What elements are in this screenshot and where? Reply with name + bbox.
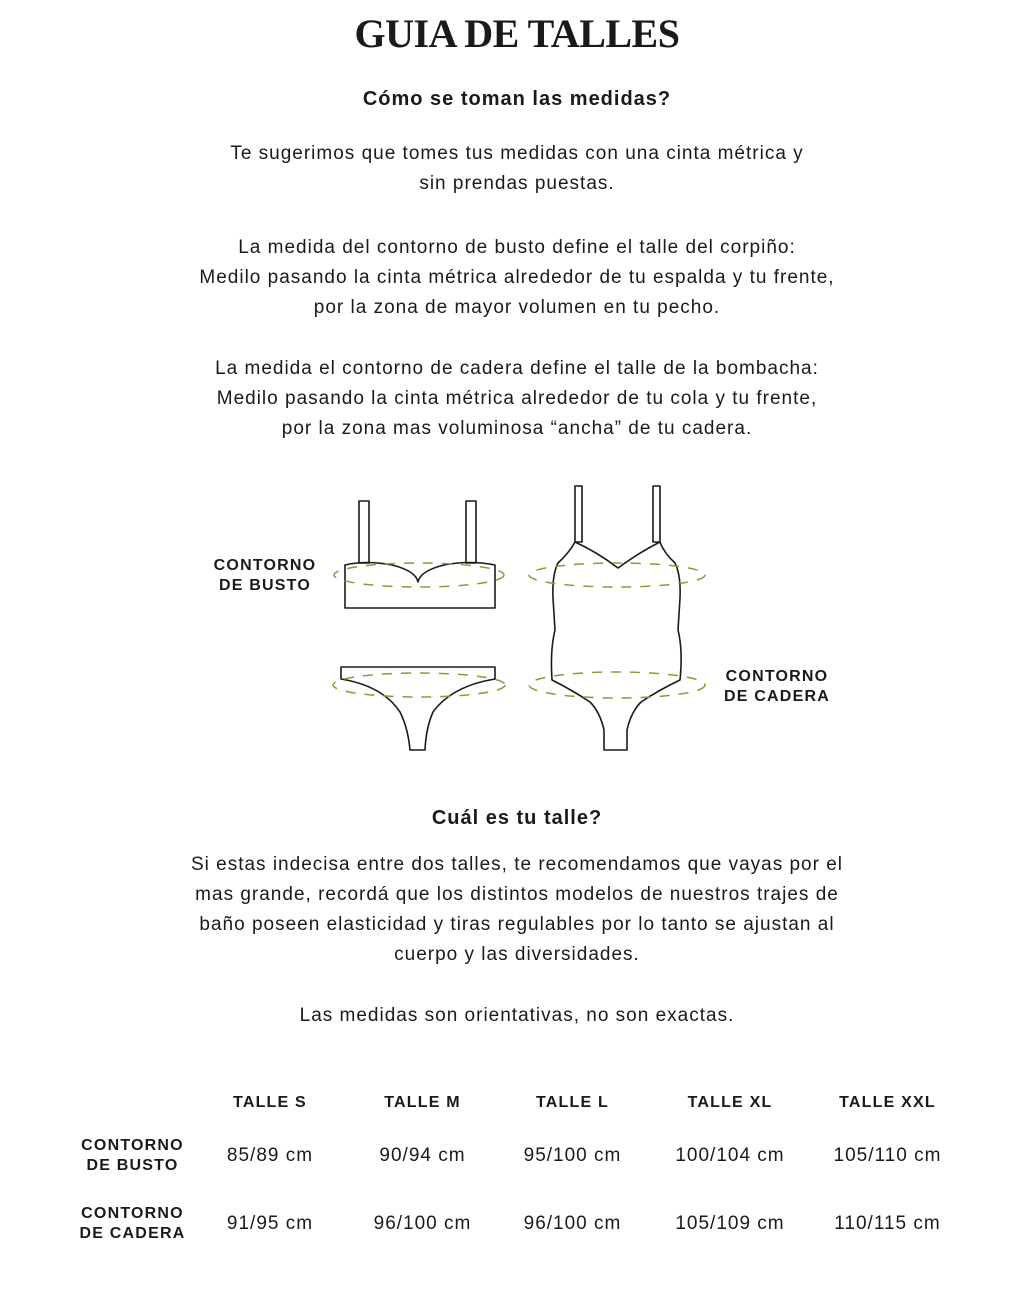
table-row (70, 1121, 960, 1191)
text-line: sin prendas puestas. (419, 173, 615, 194)
column-header: TALLE XXL (839, 1094, 936, 1111)
text-line: por la zona de mayor volumen en tu pecho. (313, 297, 721, 318)
table-cell: 100/104 cm (675, 1145, 785, 1166)
table-cell: 85/89 cm (226, 1145, 314, 1166)
row-header (70, 1191, 195, 1257)
size-advice-paragraph (0, 850, 1024, 970)
table-header-row (70, 1085, 960, 1121)
label-line: DE BUSTO (219, 577, 311, 594)
text-line: La medida el contorno de cadera define el talle de la bombacha: (215, 358, 819, 379)
table-cell: 105/110 cm (833, 1145, 942, 1166)
section-heading-size: Cuál es tu talle? (431, 807, 603, 829)
text-line: Te sugerimos que tomes tus medidas con una cinta métrica y (230, 143, 804, 164)
text-line: mas grande, recordá que los distintos modelos de nuestros trajes de (195, 884, 839, 905)
text-line: baño poseen elasticidad y tiras regulables por lo tanto se ajustan al (199, 914, 835, 935)
text-line: Si estas indecisa entre dos talles, te recomendamos que vayas por el (190, 854, 844, 875)
label-line: CONTORNO (725, 668, 829, 685)
section-heading-measure: Cómo se toman las medidas? (362, 88, 672, 110)
bust-measure-line (334, 563, 504, 587)
column-header: TALLE M (384, 1094, 461, 1111)
row-header-line: DE BUSTO (86, 1157, 179, 1174)
table-corner (70, 1085, 195, 1121)
row-header-line: CONTORNO (81, 1205, 184, 1222)
table-cell: 90/94 cm (379, 1145, 466, 1166)
column-header: TALLE S (233, 1094, 307, 1111)
hip-measure-line (333, 673, 505, 697)
table-cell: 96/100 cm (523, 1213, 622, 1234)
bikini-top-illustration (345, 501, 495, 608)
table-cell: 105/109 cm (675, 1213, 785, 1234)
page-title: GUIA DE TALLES (354, 11, 680, 56)
text-line: Medilo pasando la cinta métrica alrededor de tu espalda y tu frente, (199, 267, 835, 288)
measure-lines (333, 563, 705, 698)
text-line: Medilo pasando la cinta métrica alrededor de tu cola y tu frente, (216, 388, 818, 409)
row-header (70, 1121, 195, 1191)
text-line: Las medidas son orientativas, no son exactas. (299, 1005, 735, 1026)
label-line: DE CADERA (724, 688, 830, 705)
disclaimer-text (0, 1001, 1024, 1031)
hip-measure-line (529, 672, 705, 698)
table-row (70, 1191, 960, 1257)
row-header-line: CONTORNO (81, 1137, 184, 1154)
text-line: cuerpo y las diversidades. (394, 944, 640, 965)
row-header-line: DE CADERA (79, 1225, 186, 1242)
text-line: por la zona mas voluminosa “ancha” de tu cadera. (281, 418, 753, 439)
one-piece-illustration (551, 486, 681, 750)
column-header: TALLE XL (687, 1094, 773, 1111)
column-header: TALLE L (536, 1094, 609, 1111)
bikini-bottom-illustration (341, 667, 495, 750)
size-table (70, 1085, 960, 1257)
label-line: CONTORNO (213, 557, 317, 574)
table-cell: 96/100 cm (373, 1213, 472, 1234)
text-line: La medida del contorno de busto define el talle del corpiño: (238, 237, 796, 258)
table-cell: 91/95 cm (226, 1213, 314, 1234)
table-cell: 110/115 cm (834, 1213, 941, 1234)
table-cell: 95/100 cm (523, 1145, 622, 1166)
